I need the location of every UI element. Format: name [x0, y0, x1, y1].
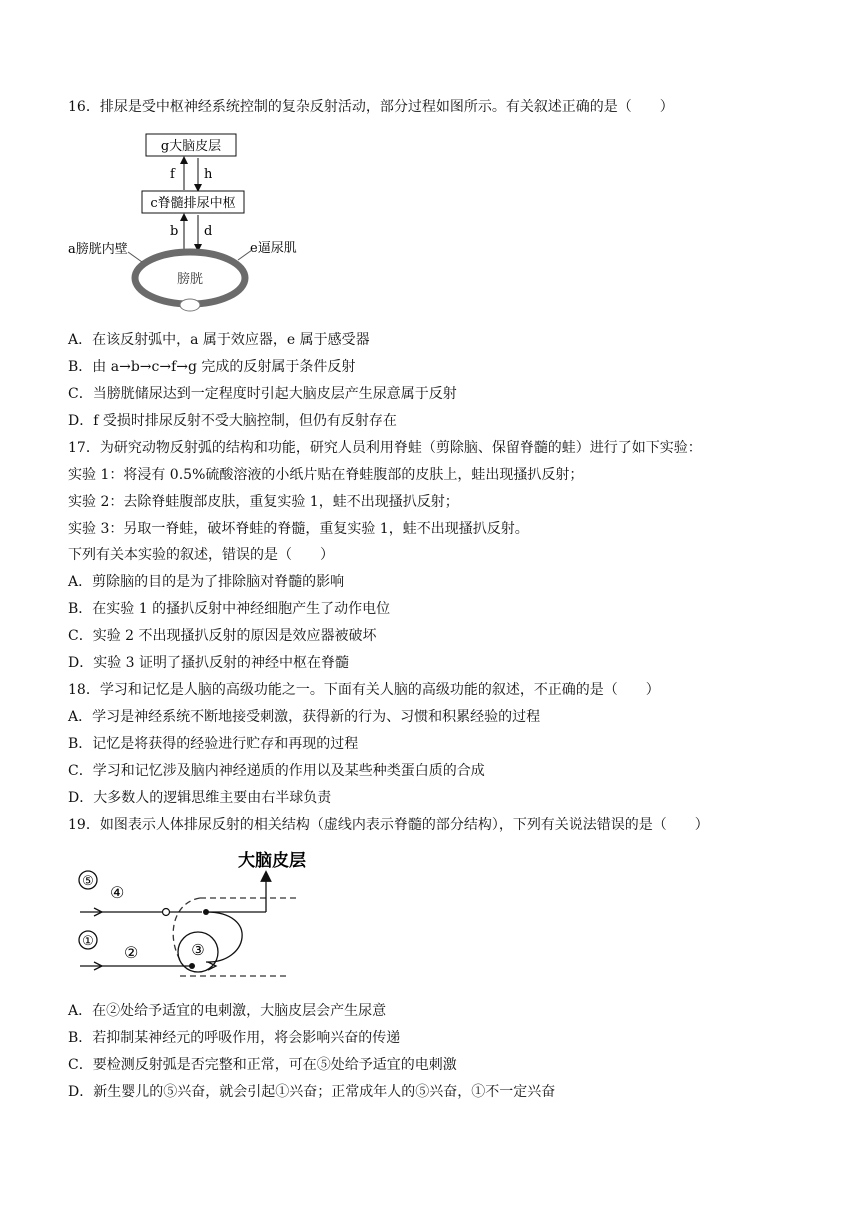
q17-option-b: B．在实验 1 的搔扒反射中神经细胞产生了动作电位	[68, 601, 391, 617]
q17-stem: 17．为研究动物反射弧的结构和功能，研究人员利用脊蛙（剪除脑、保留脊髓的蛙）进行了如下实验：	[68, 440, 702, 456]
upper-synapse	[163, 909, 170, 916]
node-2-label: ②	[124, 943, 139, 962]
q19-option-a: A．在②处给予适宜的电刺激，大脑皮层会产生尿意	[68, 1003, 387, 1019]
q16-option-d: D．f 受损时排尿反射不受大脑控制，但仍有反射存在	[68, 413, 397, 429]
q16-option-b: B．由 a→b→c→f→g 完成的反射属于条件反射	[68, 359, 356, 375]
q16-figure	[62, 128, 322, 324]
q18-option-c: C．学习和记忆涉及脑内神经递质的作用以及某些种类蛋白质的合成	[68, 763, 485, 779]
bladder-label: 膀胱	[176, 272, 204, 287]
label-f: f	[170, 167, 175, 182]
q17-exp2: 实验 2：去除脊蛙腹部皮肤，重复实验 1，蛙不出现搔扒反射；	[68, 494, 459, 510]
q19-option-d: D．新生婴儿的⑤兴奋，就会引起①兴奋；正常成年人的⑤兴奋，①不一定兴奋	[68, 1084, 556, 1100]
q19-figure-svg	[70, 842, 340, 982]
q17-option-d: D．实验 3 证明了搔扒反射的神经中枢在脊髓	[68, 655, 350, 671]
q17-exp1: 实验 1：将浸有 0.5%硫酸溶液的小纸片贴在脊蛙腹部的皮肤上，蛙出现搔扒反射；	[68, 467, 584, 483]
q19-option-b: B．若抑制某神经元的呼吸作用，将会影响兴奋的传递	[68, 1030, 401, 1046]
label-d: d	[204, 224, 213, 239]
node-5-label: ⑤	[82, 874, 94, 889]
cortex-box-label: g大脑皮层	[160, 139, 222, 154]
q18-option-a: A．学习是神经系统不断地接受刺激，获得新的行为、习惯和积累经验的过程	[68, 709, 541, 725]
label-a: a膀胱内壁	[68, 242, 128, 257]
node-4-label: ④	[110, 883, 125, 902]
cortex-label: 大脑皮层	[238, 851, 306, 871]
q18-option-b: B．记忆是将获得的经验进行贮存和再现的过程	[68, 736, 359, 752]
lower-node-dot	[189, 963, 195, 969]
q18-stem: 18．学习和记忆是人脑的高级功能之一。下面有关人脑的高级功能的叙述，不正确的是（ ）	[68, 682, 660, 698]
q16-option-c: C．当膀胱储尿达到一定程度时引起大脑皮层产生尿意属于反射	[68, 386, 457, 402]
q17-option-a: A．剪除脑的目的是为了排除脑对脊髓的影响	[68, 574, 345, 590]
q17-option-c: C．实验 2 不出现搔扒反射的原因是效应器被破坏	[68, 628, 377, 644]
q16-option-a: A．在该反射弧中，a 属于效应器，e 属于感受器	[68, 332, 370, 348]
label-a-pointer	[128, 252, 142, 262]
urethra-opening	[180, 299, 200, 311]
q16-stem: 16．排尿是受中枢神经系统控制的复杂反射活动，部分过程如图所示。有关叙述正确的是（ ）	[68, 99, 674, 115]
label-e: e逼尿肌	[250, 241, 297, 256]
q17-exp3: 实验 3：另取一脊蛙，破坏脊蛙的脊髓，重复实验 1，蛙不出现搔扒反射。	[68, 521, 529, 537]
node-1-label: ①	[82, 934, 94, 949]
q16-figure-svg	[62, 128, 322, 320]
spinal-center-label: c脊髓排尿中枢	[150, 196, 236, 211]
q19-figure	[70, 842, 340, 986]
q19-stem: 19．如图表示人体排尿反射的相关结构（虚线内表示脊髓的部分结构），下列有关说法错误的是（ ）	[68, 817, 709, 833]
label-h: h	[204, 167, 213, 182]
q17-question: 下列有关本实验的叙述，错误的是（ ）	[68, 547, 334, 563]
label-b: b	[170, 224, 179, 239]
q19-option-c: C．要检测反射弧是否完整和正常，可在⑤处给予适宜的电刺激	[68, 1057, 457, 1073]
q18-option-d: D．大多数人的逻辑思维主要由右半球负责	[68, 790, 332, 806]
node-3-label: ③	[191, 941, 205, 959]
